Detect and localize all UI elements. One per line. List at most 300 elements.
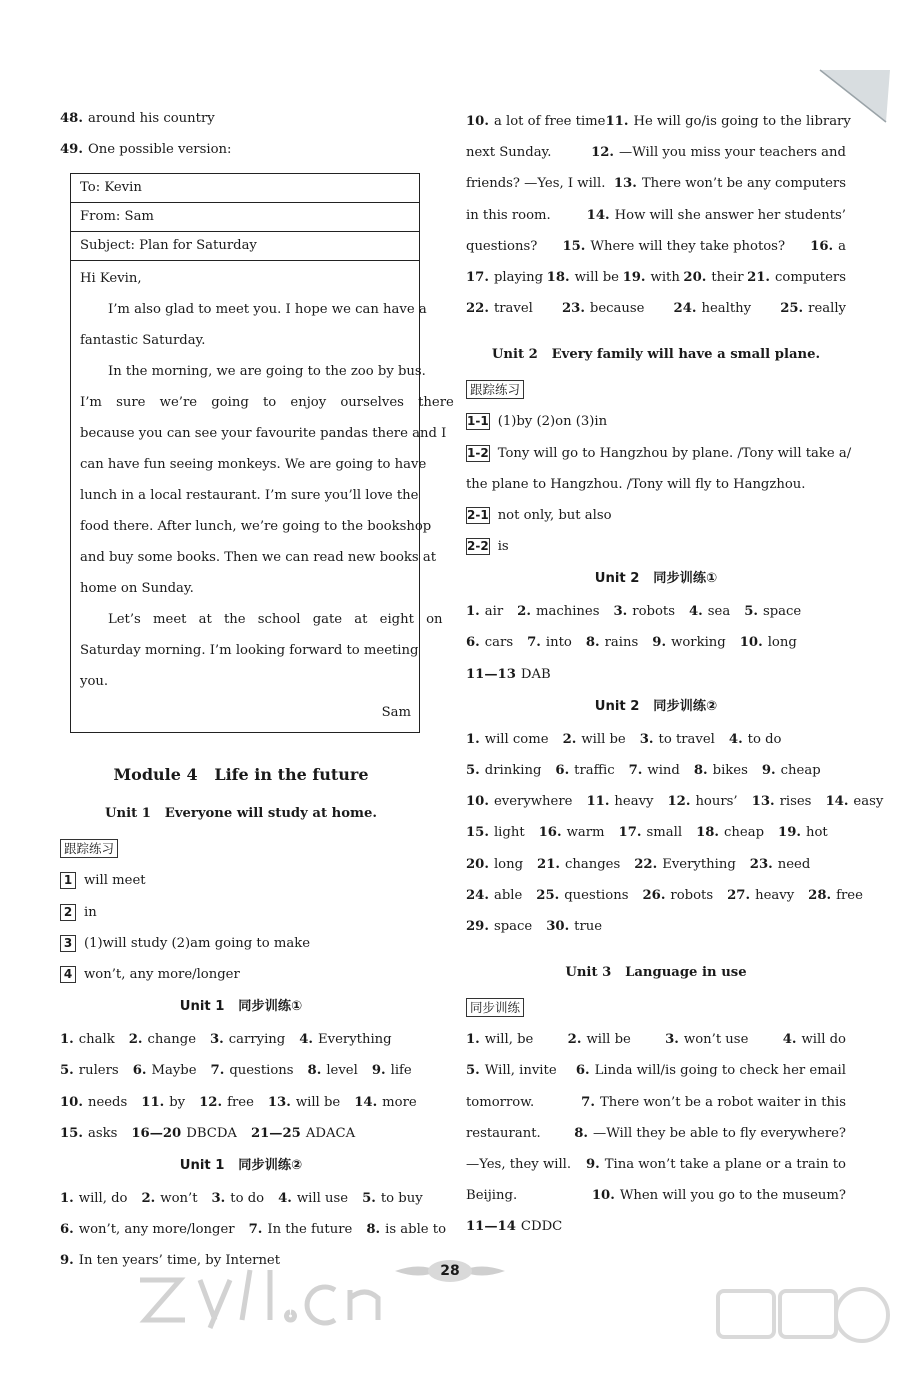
answer-item [466,755,541,786]
answer-number: 4. [688,604,703,620]
answer-number: 13. [751,794,775,810]
answer-number: 7. [210,1063,225,1079]
answer-item [563,724,626,755]
answer-text: How will she answer her students’ [614,207,846,223]
answer-text: restaurant. [466,1125,541,1141]
answer-item [619,817,683,848]
sync1-row [60,1118,422,1149]
answer-text: is able to [385,1222,447,1238]
answer-item [810,231,846,262]
answer-number: 8. [366,1222,381,1238]
answer-text: to buy [380,1190,423,1206]
answer-text: rises [779,794,812,810]
answer-number: 3. [210,1032,224,1048]
answer-number: 28. [808,887,832,903]
watermark-mxqe-icon [710,1285,900,1385]
track-practice-tag: 跟踪练习 [466,380,524,399]
answer-item [825,786,883,817]
answer-text: questions? [466,238,538,254]
answer-text: easy [853,794,884,810]
answer-item [466,1087,534,1118]
answer-text: (1)will study (2)am going to make [84,935,311,951]
question-number-box: 3 [60,935,76,952]
answer-item [466,880,522,911]
answer-text: the plane to Hangzhou. /Tony will fly to Hangzhou. [466,476,806,492]
track-row [60,928,422,959]
answer-number: 14. [586,207,610,223]
answer-text: warm [566,825,605,841]
u2-sync2-row [466,911,846,942]
answer-text: playing [493,269,544,285]
answer-text: Everything [662,856,736,872]
answer-number: 11—13 [466,666,516,682]
sync-practice-tag: 同步训练 [466,998,524,1017]
letter-line: home on Sunday. [80,581,194,597]
letter-line: lunch in a local restaurant. I’m sure you’ll love the [80,488,419,504]
answer-number: 3. [639,731,654,747]
answer-number: 22. [634,856,658,872]
letter-line: In the morning, we are going to the zoo by bus. [108,364,426,380]
answer-text: He will go/is going to the library [633,114,851,129]
answer-number: 16—20 [131,1125,182,1141]
answer-text: rulers [78,1063,119,1079]
unit1-title: Unit 1 Everyone will study at home. [105,806,377,822]
answer-number: 20. [466,856,489,872]
answer-item [642,880,713,911]
answer-text: not only, but also [497,507,612,523]
sync1-row [60,1024,422,1055]
right-column [466,106,884,1242]
answer-item [694,755,748,786]
answer-item [634,849,736,880]
answer-text: hours’ [695,794,738,810]
answer-item [212,1183,265,1214]
unit2-sync1-title: Unit 2 同步训练① [594,571,718,587]
answer-item [466,106,605,137]
answer-text: CDDC [520,1219,563,1235]
answer-text: In the future [267,1222,353,1238]
u3-sync-row [466,1087,846,1118]
answer-number: 6. [60,1222,74,1238]
answer-text: Linda will/is going to check her email [594,1063,846,1079]
answer-text: will come [484,731,549,747]
answer-number: 1. [466,604,480,620]
answer-item [60,1118,117,1149]
track-practice-tag: 跟踪练习 [60,839,118,858]
letter-line: I’m sure we’re going to enjoy ourselves there [80,395,454,411]
answer-item [539,817,605,848]
u2-sync2-row [466,724,846,755]
answer-text: change [147,1032,196,1048]
answer-text: a [838,238,846,254]
answer-text: a lot of free time [493,114,606,129]
continued-answers-row [466,106,851,137]
track-row [466,469,846,500]
answer-item [536,880,628,911]
u3-sync-row [466,1211,846,1242]
answer-number: 7. [581,1094,595,1110]
u2-sync1-row [466,659,846,690]
answer-item [466,262,543,293]
answer-item [129,1024,196,1055]
answer-text: need [777,856,811,872]
answer-number: 12. [591,145,615,161]
answer-item [665,1024,748,1055]
answer-text: heavy [755,887,795,903]
answer-number: 4. [782,1032,797,1048]
answer-number: 19. [622,269,646,285]
u3-sync-row [466,1180,846,1211]
answer-text: changes [565,856,621,872]
answer-item [466,200,551,231]
answer-number: 8. [307,1063,322,1079]
answer-text: to travel [658,731,715,747]
answer-item [133,1055,197,1086]
u3-sync-row [466,1149,846,1180]
answer-number: 6. [575,1063,590,1079]
answer-text: level [326,1063,358,1079]
answer-number: 15. [60,1125,83,1141]
answer-item [278,1183,348,1214]
u2-sync2-row [466,880,863,911]
answer-number: 10. [739,635,763,651]
answer-item [466,168,605,199]
letter-to: To: Kevin [71,174,419,203]
answer-item [562,231,785,262]
answer-item [466,1024,533,1055]
answer-text: long [493,856,524,872]
answer-text: because [589,301,645,317]
page-curl-icon [820,70,900,130]
answer-number: 8. [574,1125,588,1141]
u3-sync-row [466,1118,846,1149]
answer-number: 9. [60,1253,74,1269]
answer-item [683,262,743,293]
answer-item [614,168,846,199]
answer-number: 21—25 [250,1125,301,1141]
answer-text: DBCDA [186,1125,237,1141]
answer-item [299,1024,391,1055]
answer-item [249,1214,353,1245]
answer-item [60,1183,128,1214]
answer-text: questions [564,887,629,903]
answer-number: 25. [536,887,560,903]
answer-item [547,262,619,293]
answer-text: traffic [574,763,615,778]
answer-item [555,755,614,786]
module-title: Module 4 Life in the future [113,765,369,785]
answer-text: Where will they take photos? [590,238,786,254]
answer-text: will meet [84,873,146,889]
answer-number: 4. [299,1032,314,1048]
answer-text: travel [493,301,533,317]
answer-item [629,755,680,786]
answer-item [605,106,850,137]
answer-item [466,231,537,262]
answer-text: cheap [780,763,821,778]
answer-text: space [493,918,533,934]
answer-text: In ten years’ time, by Internet [78,1253,281,1269]
track-row [466,531,846,562]
answer-item [372,1055,412,1086]
answer-text: by [169,1094,186,1110]
answer-text: robots [670,887,714,903]
answer-item [466,849,523,880]
answer-number: 1. [466,731,480,747]
answer-text: their [711,269,744,285]
answer-text: machines [535,604,600,620]
answer-49: 49. One possible version: [60,142,232,158]
answer-text: friends? —Yes, I will. [466,176,606,192]
answer-number: 9. [585,1156,600,1172]
answer-text: computers [775,269,846,285]
answer-text: bikes [712,763,748,778]
answer-item [60,1055,119,1086]
answer-number: 2. [128,1032,143,1048]
answer-item [674,293,752,324]
letter-line: Saturday morning. I’m looking forward to meeting [80,643,419,659]
answer-number: 10. [466,114,489,129]
answer-number: 19. [778,825,801,841]
letter-line: fantastic Saturday. [80,333,206,349]
answer-number: 5. [466,763,480,778]
answer-text: drinking [484,763,542,778]
answer-number: 13. [613,176,637,192]
answer-item [466,911,532,942]
answer-number: 24. [673,301,697,317]
answer-text: next Sunday. [466,145,552,161]
question-number-box: 2-2 [467,539,489,554]
answer-number: 17. [466,269,489,285]
u3-sync-row [466,1024,846,1055]
answer-text: questions [229,1063,294,1079]
answer-number: 18. [546,269,570,285]
sync2-row [60,1183,422,1214]
answer-item [727,880,794,911]
answer-item [466,627,513,658]
answer-item [576,1055,846,1086]
answer-item [587,200,846,231]
answer-text: in this room. [466,207,551,223]
answer-number: 5. [744,604,758,620]
answer-number: 21. [747,269,771,285]
answer-item [562,293,645,324]
answer-text: to do [747,731,782,747]
answer-number: 8. [693,763,708,778]
page-number: 28 [410,1258,490,1284]
answer-item [729,724,782,755]
answer-number: 29. [466,918,489,934]
answer-text: working [671,635,726,651]
letter-line: Let’s meet at the school gate at eight on [108,612,443,628]
sync2-row [60,1245,422,1276]
answer-number: 30. [546,918,570,934]
answer-item [466,293,533,324]
answer-number: 2. [567,1032,582,1048]
answer-number: 16. [538,825,562,841]
answer-text: in [84,904,97,920]
answer-item [199,1087,254,1118]
answer-number: 11—14 [466,1219,516,1235]
answer-item [466,786,572,817]
answer-number: 14. [825,794,849,810]
answer-text: to do [230,1190,265,1206]
answer-number: 4. [728,731,743,747]
answer-item [574,1118,846,1149]
answer-number: 14. [354,1094,378,1110]
answer-item [308,1055,358,1086]
answer-text: sea [707,604,731,620]
answer-text: wind [647,763,680,778]
answer-item [581,1087,846,1118]
answer-number: 7. [628,763,643,778]
answer-number: 1. [466,1032,480,1048]
answer-text: free [836,887,863,903]
u2-sync2-row [466,817,846,848]
answer-number: 15. [466,825,489,841]
answer-number: 11. [586,794,610,810]
answer-number: 23. [561,301,585,317]
continued-answers-row [466,137,846,168]
answer-text: won’t use [683,1032,749,1048]
answer-number: 1. [60,1190,74,1206]
answer-text: light [493,825,525,841]
answer-item [537,849,620,880]
answer-item [592,1180,846,1211]
answer-item [366,1214,446,1245]
answer-item [696,817,764,848]
answer-text: heavy [614,794,654,810]
answer-number: 3. [613,604,628,620]
answer-number: 21. [537,856,560,872]
question-number-box: 1 [60,872,76,889]
answer-item [466,137,551,168]
answer-number: 7. [248,1222,263,1238]
answer-text: will be [586,1032,631,1048]
answer-item [780,293,846,324]
answer-text: asks [87,1125,118,1141]
answer-number: 4. [278,1190,292,1206]
answer-number: 3. [211,1190,226,1206]
answer-number: 18. [696,825,720,841]
answer-number: 7. [527,635,541,651]
sample-letter [70,173,454,733]
answer-text: won’t [160,1190,198,1206]
sync1-row [60,1087,422,1118]
answer-text: Tina won’t take a plane or a train to [604,1156,846,1172]
letter-line: you. [80,674,109,690]
answer-text: able [493,887,523,903]
answer-number: 2. [141,1190,156,1206]
u2-sync1-row [466,596,846,627]
answer-number: 16. [810,238,834,254]
question-number-box: 1-1 [467,414,489,429]
answer-item [131,1118,237,1149]
answer-text: (1)by (2)on (3)in [497,414,608,430]
answer-item [251,1118,355,1149]
answer-number: 12. [667,794,691,810]
answer-item [466,817,525,848]
track-row [466,500,846,531]
answer-number: 13. [267,1094,291,1110]
answer-number: 6. [466,635,480,651]
answer-text: rains [604,635,639,651]
answer-item [60,1245,280,1276]
answer-item [354,1087,417,1118]
answer-text: long [767,635,797,651]
answer-text: DAB [520,666,551,682]
answer-number: 15. [562,238,586,254]
answer-text: ADACA [305,1125,356,1141]
answer-text: Will, invite [484,1063,557,1079]
u2-sync2-row [466,849,846,880]
answer-item [466,1118,541,1149]
answer-number: 26. [642,887,666,903]
answer-text: —Will you miss your teachers and [619,145,846,161]
u3-sync-row [466,1055,846,1086]
letter-greeting: Hi Kevin, [80,271,142,287]
answer-text: There won’t be any computers [641,176,846,192]
answer-item [466,1211,562,1242]
letter-line: and buy some books. Then we can read new books at [80,550,437,566]
answer-number: 20. [683,269,707,285]
answer-item [546,911,602,942]
answer-text: air [484,604,504,620]
answer-item [623,262,680,293]
answer-text: won’t, any more/longer [84,966,240,982]
continued-answers-row [466,293,846,324]
answer-number: 6. [132,1063,147,1079]
answer-item [141,1087,185,1118]
letter-subject: Subject: Plan for Saturday [71,232,419,261]
unit2-title: Unit 2 Every family will have a small plane. [491,347,821,363]
answer-item [750,849,811,880]
answer-text: really [808,301,846,317]
continued-answers-row [466,231,846,262]
answer-item [466,659,551,690]
answer-item [586,786,653,817]
u2-sync2-row [466,786,884,817]
unit1-sync2-title: Unit 1 同步训练② [179,1157,303,1173]
answer-text: will be [295,1094,341,1110]
answer-text: small [646,825,683,841]
answer-number: 27. [727,887,751,903]
letter-signature: Sam [381,705,411,721]
answer-item [586,1149,846,1180]
answer-number: 9. [652,635,667,651]
unit3-title: Unit 3 Language in use [565,965,747,981]
unit2-sync2-title: Unit 2 同步训练② [594,698,718,714]
answer-text: life [390,1063,412,1079]
answer-text: will do [801,1032,846,1048]
answer-item [808,880,863,911]
answer-number: 5. [362,1190,376,1206]
answer-number: 2. [562,731,577,747]
answer-item [783,1024,846,1055]
letter-line: because you can see your favourite pandas there and I [80,426,447,442]
answer-number: 6. [555,763,570,778]
track-row [60,865,422,896]
answer-text: won’t, any more/longer [78,1222,235,1238]
letter-line: I’m also glad to meet you. I hope we can have a [108,302,427,318]
answer-text: tomorrow. [466,1094,535,1110]
answer-item [60,1214,235,1245]
answer-number: 1. [60,1032,74,1048]
answer-number: 9. [371,1063,386,1079]
answer-text: Maybe [151,1063,197,1079]
unit1-sync1-title: Unit 1 同步训练① [179,999,303,1015]
answer-text: needs [87,1094,128,1110]
